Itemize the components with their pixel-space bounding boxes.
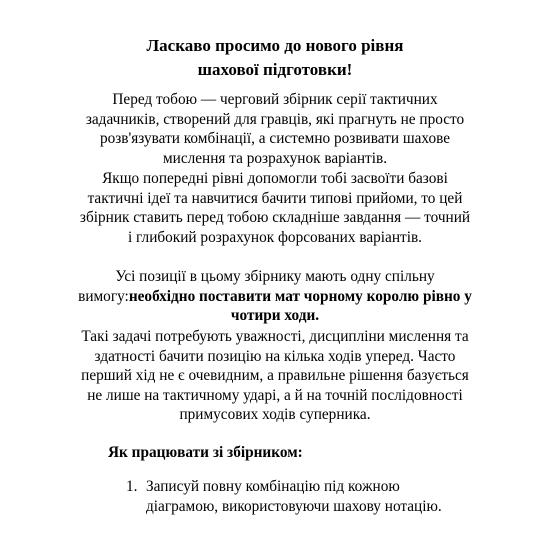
instructions-list	[126, 477, 456, 516]
requirement-emphasis: необхідно поставити мат чорному королю рівно у чотири ходи.	[128, 287, 472, 324]
title-line-1: Ласкаво просимо до нового рівня	[146, 36, 404, 55]
list-item-text: Записуй повну комбінацію під кожною діаграмою, використовуючи шахову нотацію.	[146, 478, 442, 515]
list-item	[126, 477, 456, 516]
skills-paragraph: Такі задачі потребують уважності, дисципліни мислення та здатності бачити позицію на кілька ходів уперед. Часто перший хід не є очевидним, а правильне рішення базується не лише на тактичному ударі, а й на точній послідовності примусових ходів суперника.	[81, 328, 469, 423]
requirement-paragraph	[78, 267, 472, 326]
title-line-2: шахової підготовки!	[197, 60, 353, 79]
section-heading: Як працювати зі збірником:	[108, 444, 303, 461]
list-item-number: 1.	[126, 478, 138, 495]
levels-paragraph: Якщо попередні рівні допомогли тобі засвоїти базові тактичні ідеї та навчитися бачити типові прийоми, то цей збірник ставить перед тобою складніше завдання — точний і глибокий розрахунок форсованих варіантів.	[79, 170, 471, 246]
intro-paragraph: Перед тобою — черговий збірник серії тактичних задачників, створений для гравців, які прагнуть не просто розв'язувати комбінації, а системно розвивати шахове мислення та розрахунок варіантів.	[85, 91, 465, 167]
page-title	[60, 34, 490, 82]
requirement-intro: Усі позиції в цьому збірнику мають одну спільну вимогу:	[78, 268, 435, 305]
